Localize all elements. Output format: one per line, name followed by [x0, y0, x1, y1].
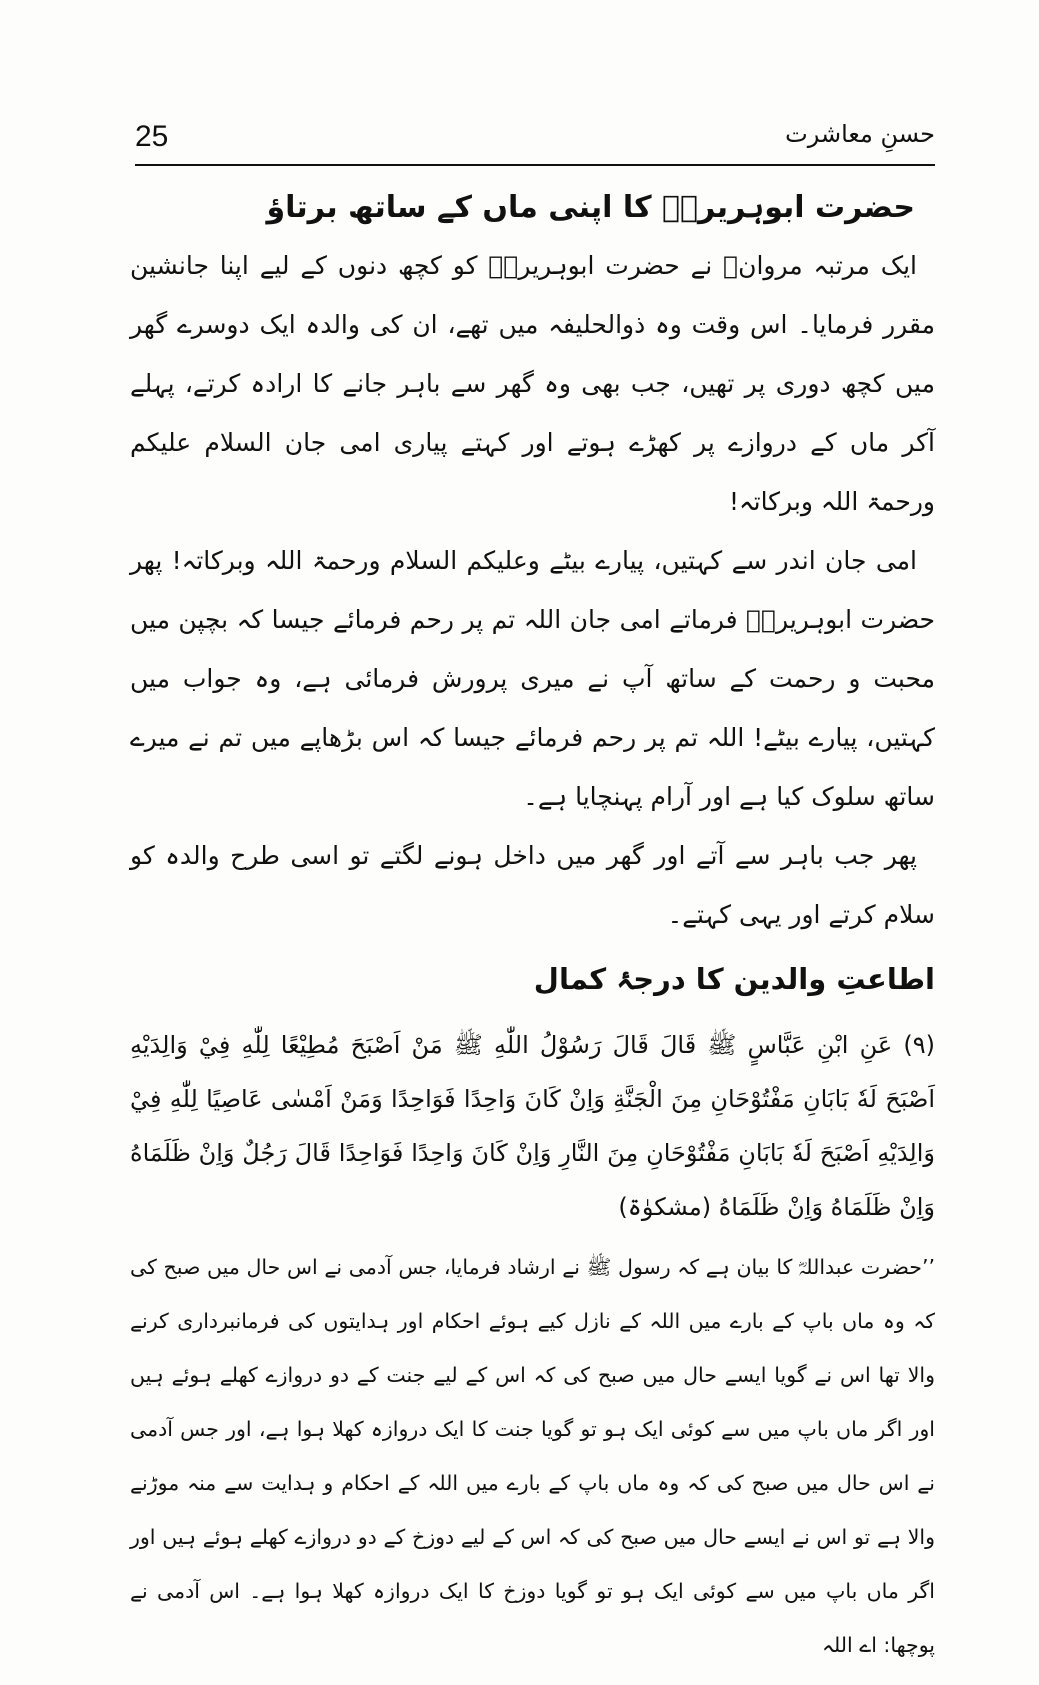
page-header	[135, 118, 935, 164]
section-heading-abu-hurairah: حضرت ابوہریرہؓ کا اپنی ماں کے ساتھ برتاؤ	[266, 190, 915, 225]
hadith-arabic-text: (۹) عَنِ ابْنِ عَبَّاسٍ ﷺ قَالَ قَالَ رَسُوْلُ اللّٰهِ ﷺ مَنْ اَصْبَحَ مُطِيْعًا لِلّٰهِ فِيْ وَالِدَيْهِ اَصْبَحَ لَهٗ بَابَانِ مَفْتُوْحَانِ مِنَ الْجَنَّةِ وَاِنْ كَانَ وَاحِدًا فَوَاحِدًا وَمَنْ اَمْسٰى عَاصِيًا لِلّٰهِ فِيْ وَالِدَيْهِ اَصْبَحَ لَهٗ بَابَانِ مَفْتُوْحَانِ مِنَ النَّارِ وَاِنْ كَانَ وَاحِدًا فَوَاحِدًا قَالَ رَجُلٌ وَاِنْ ظَلَمَاهُ وَاِنْ ظَلَمَاهُ وَاِنْ ظَلَمَاهُ (مشکوٰۃ)	[130, 1031, 935, 1221]
running-title: حسنِ معاشرت	[785, 120, 935, 148]
page-number: 25	[135, 120, 169, 153]
header-rule	[135, 164, 935, 166]
hadith-translation: ’’حضرت عبداللہؓ کا بیان ہے کہ رسول ﷺ نے ارشاد فرمایا، جس آدمی نے اس حال میں صبح کی کہ وہ ماں باپ کے بارے میں اللہ کے نازل کیے ہوئے احکام اور ہدایتوں کی فرمانبرداری کرنے والا تھا اس نے گویا ایسے حال میں صبح کی کہ اس کے لیے جنت کے دو دروازے کھلے ہوئے ہیں اور اگر ماں باپ میں سے کوئی ایک ہو تو گویا جنت کا ایک دروازہ کھلا ہوا ہے، اور جس آدمی نے اس حال میں صبح کی کہ وہ ماں باپ کے بارے میں اللہ کے احکام و ہدایت سے منہ موڑنے والا ہے تو اس نے ایسے حال میں صبح کی کہ اس کے لیے دوزخ کے دو دروازے کھلے ہوئے ہیں اور اگر ماں باپ میں سے کوئی ایک ہو تو گویا دوزخ کا ایک دروازہ کھلا ہوا ہے۔ اس آدمی نے پوچھا: اے اللہ	[130, 1255, 935, 1657]
page-content	[130, 180, 935, 1672]
paragraph-2: امی جان اندر سے کہتیں، پیارے بیٹے وعلیکم السلام ورحمۃ اللہ وبرکاتہ! پھر حضرت ابوہریرہؓ فرماتے امی جان اللہ تم پر رحم فرمائے جیسا کہ بچپن میں محبت و رحمت کے ساتھ آپ نے میری پرورش فرمائی ہے، وہ جواب میں کہتیں، پیارے بیٹے! اللہ تم پر رحم فرمائے جیسا کہ اس بڑھاپے میں تم نے میرے ساتھ سلوک کیا ہے اور آرام پہنچایا ہے۔	[130, 546, 935, 811]
section-heading-obedience: اطاعتِ والدین کا درجۂ کمال	[533, 962, 935, 996]
paragraph-1: ایک مرتبہ مروانؓ نے حضرت ابوہریرہؓ کو کچھ دنوں کے لیے اپنا جانشین مقرر فرمایا۔ اس وقت وہ ذوالحلیفہ میں تھے، ان کی والدہ ایک دوسرے گھر میں کچھ دوری پر تھیں، جب بھی وہ گھر سے باہر جانے کا ارادہ کرتے، پہلے آکر ماں کے دروازے پر کھڑے ہوتے اور کہتے پیاری امی جان السلام علیکم ورحمۃ اللہ وبرکاتہ!	[130, 251, 935, 516]
paragraph-3: پھر جب باہر سے آتے اور گھر میں داخل ہونے لگتے تو اسی طرح والدہ کو سلام کرتے اور یہی کہتے۔	[130, 841, 935, 929]
